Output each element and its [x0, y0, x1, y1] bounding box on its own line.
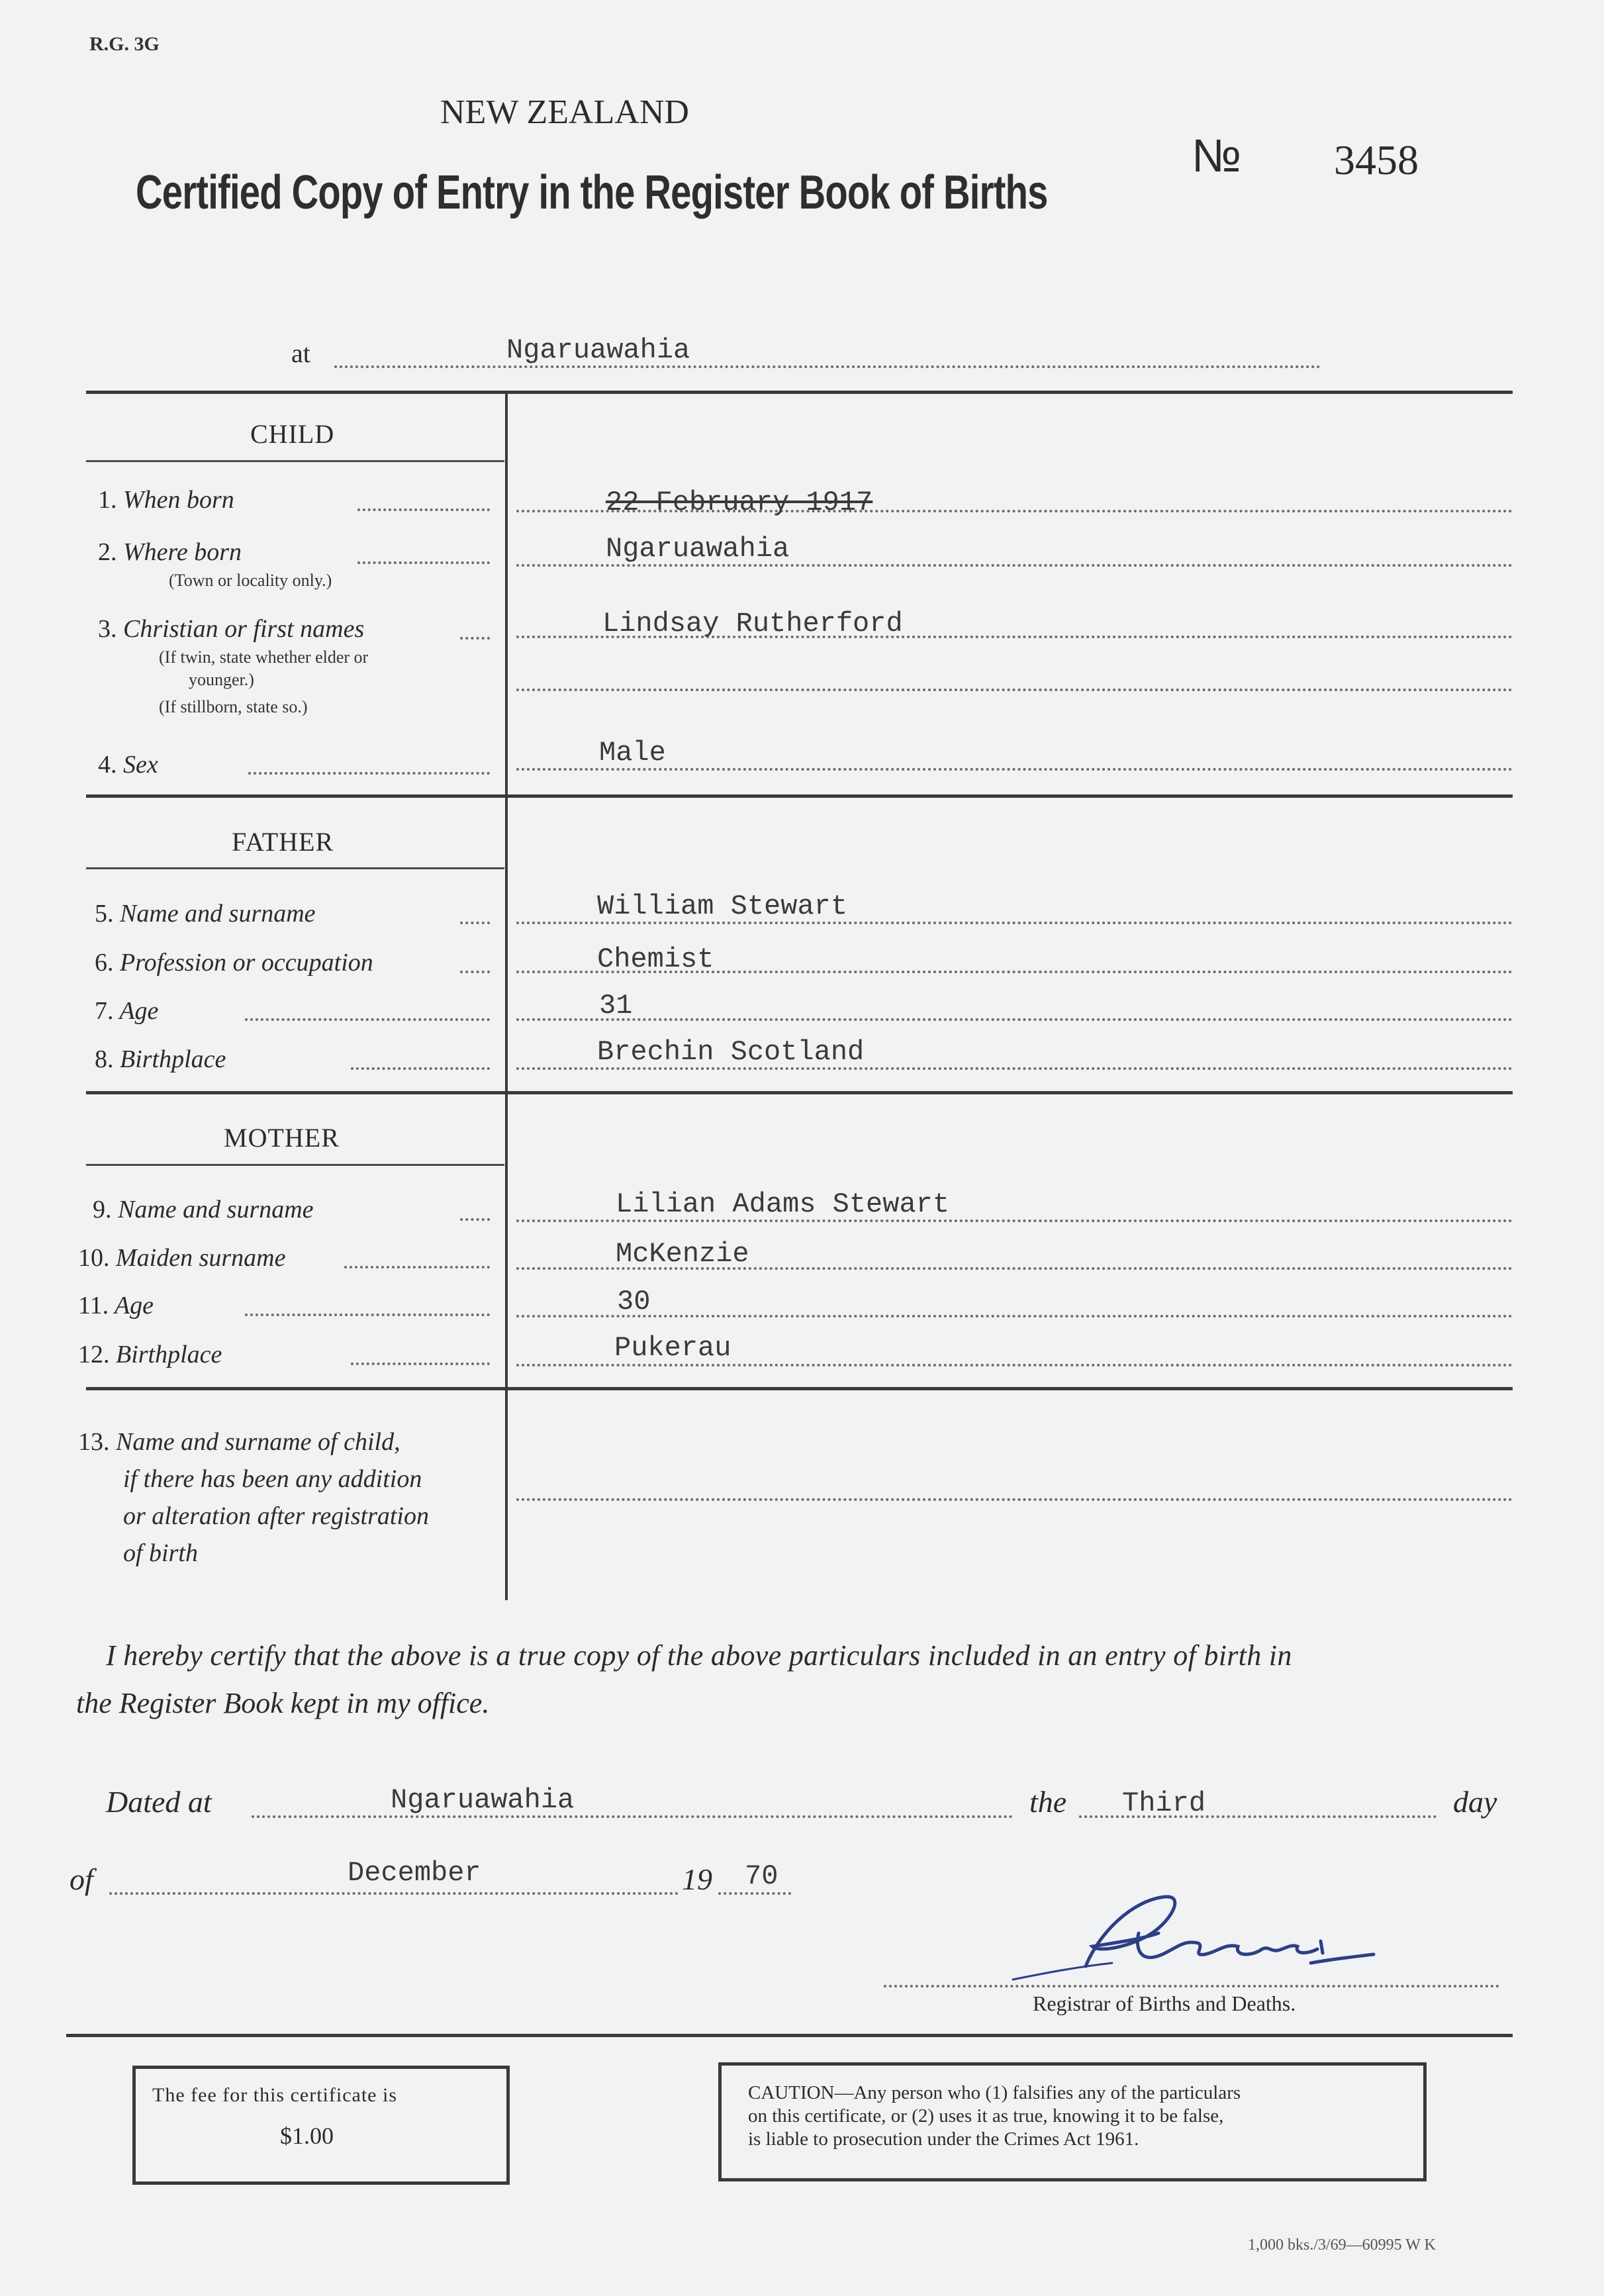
sex-label: 4. Sex	[98, 751, 158, 779]
father-occupation-value: Chemist	[597, 943, 714, 975]
at-dotted-line	[334, 365, 1321, 368]
father-age-dots	[245, 1018, 490, 1021]
of-label: of	[70, 1862, 93, 1896]
father-age-label: 7. Age	[95, 997, 159, 1025]
mother-name-value: Lilian Adams Stewart	[616, 1188, 950, 1220]
mother-maiden-label: 10. Maiden surname	[78, 1244, 286, 1272]
mother-birthplace-label: 12. Birthplace	[78, 1341, 222, 1368]
registration-place: Ngaruawahia	[506, 334, 690, 366]
caution-text-3: is liable to prosecution under the Crimes Act 1961.	[748, 2129, 1139, 2150]
father-birthplace-dots	[351, 1067, 490, 1070]
registrar-signature	[1006, 1880, 1377, 1993]
mother-birthplace-value-line	[516, 1364, 1513, 1366]
first-names-note-2: younger.)	[189, 670, 254, 689]
printer-code: 1,000 bks./3/69—60995 W K	[1248, 2236, 1436, 2254]
registrar-signature-line	[884, 1985, 1499, 1987]
mother-name-dots	[460, 1218, 490, 1221]
where-born-note: (Town or locality only.)	[169, 571, 332, 590]
month-line	[109, 1892, 679, 1895]
father-name-dots	[460, 922, 490, 924]
father-age-value-line	[516, 1018, 1513, 1021]
certify-line-1: I hereby certify that the above is a true copy of the above particulars included in an entry of birth in	[106, 1639, 1292, 1672]
dated-at-line	[252, 1815, 1013, 1818]
first-names-label: 3. Christian or first names	[98, 615, 365, 643]
mother-maiden-dots	[344, 1266, 490, 1268]
registrar-label: Registrar of Births and Deaths.	[1033, 1991, 1296, 2015]
when-born-dots	[357, 508, 490, 511]
day-value: Third	[1122, 1788, 1206, 1819]
mother-birthplace-value: Pukerau	[614, 1332, 731, 1364]
mother-bottom-rule	[86, 1387, 1513, 1390]
year-suffix: 70	[745, 1860, 778, 1892]
number-label: №	[1192, 130, 1242, 181]
where-born-label: 2. Where born	[98, 538, 242, 566]
mother-maiden-value: McKenzie	[616, 1238, 749, 1270]
when-born-value: 22 February 1917	[606, 487, 873, 518]
father-heading-rule	[86, 867, 504, 869]
father-age-value: 31	[599, 990, 633, 1022]
where-born-value: Ngaruawahia	[606, 533, 790, 565]
alteration-label: 13. Name and surname of child, if there has been any addition or alteration after registration of birth	[78, 1428, 429, 1567]
sex-value: Male	[599, 737, 666, 769]
year-prefix: 19	[682, 1862, 712, 1896]
where-born-dots	[357, 561, 490, 564]
father-birthplace-label: 8. Birthplace	[95, 1045, 226, 1073]
mother-heading: MOTHER	[224, 1123, 340, 1153]
fee-amount: $1.00	[280, 2123, 334, 2149]
father-name-value: William Stewart	[597, 890, 848, 922]
document-title: Certified Copy of Entry in the Register Book of Births	[136, 166, 1048, 219]
mother-name-label: 9. Name and surname	[93, 1196, 314, 1223]
mother-age-value: 30	[617, 1286, 651, 1317]
father-birthplace-value: Brechin Scotland	[597, 1036, 865, 1068]
fee-text: The fee for this certificate is	[152, 2084, 397, 2106]
month-value: December	[348, 1857, 481, 1889]
father-bottom-rule	[86, 1091, 1513, 1094]
footer-rule	[66, 2034, 1513, 2037]
form-code: R.G. 3G	[89, 33, 160, 55]
alteration-value-line	[516, 1498, 1513, 1501]
certificate-number: 3458	[1334, 136, 1419, 183]
father-heading: FATHER	[232, 827, 334, 857]
father-occupation-dots	[460, 971, 490, 973]
day-label: day	[1453, 1785, 1497, 1819]
child-heading-rule	[86, 460, 504, 462]
child-heading: CHILD	[250, 419, 335, 449]
father-name-label: 5. Name and surname	[95, 900, 316, 928]
table-divider	[505, 392, 508, 1600]
when-born-label: 1. When born	[98, 486, 234, 514]
at-label: at	[291, 338, 310, 368]
first-names-value-line-2	[516, 689, 1513, 691]
father-occupation-label: 6. Profession or occupation	[95, 949, 373, 977]
caution-text-1: CAUTION—Any person who (1) falsifies any of the particulars	[748, 2082, 1241, 2103]
child-bottom-rule	[86, 794, 1513, 798]
dated-place-value: Ngaruawahia	[391, 1784, 575, 1816]
sex-dots	[248, 772, 490, 775]
first-names-note-1: (If twin, state whether elder or	[159, 647, 369, 667]
the-label: the	[1029, 1785, 1067, 1819]
certify-line-2: the Register Book kept in my office.	[76, 1687, 490, 1719]
country-heading: NEW ZEALAND	[440, 93, 689, 131]
mother-age-label: 11. Age	[78, 1292, 154, 1319]
first-names-dots	[460, 637, 490, 640]
year-line	[718, 1892, 791, 1895]
first-names-note-3: (If stillborn, state so.)	[159, 697, 308, 716]
mother-age-value-line	[516, 1315, 1513, 1317]
mother-age-dots	[245, 1314, 490, 1316]
mother-birthplace-dots	[351, 1363, 490, 1365]
caution-text-2: on this certificate, or (2) uses it as true, knowing it to be false,	[748, 2105, 1224, 2127]
table-top-rule	[86, 391, 1513, 394]
dated-at-label: Dated at	[106, 1785, 212, 1819]
mother-heading-rule	[86, 1164, 504, 1166]
first-names-value: Lindsay Rutherford	[602, 608, 903, 640]
